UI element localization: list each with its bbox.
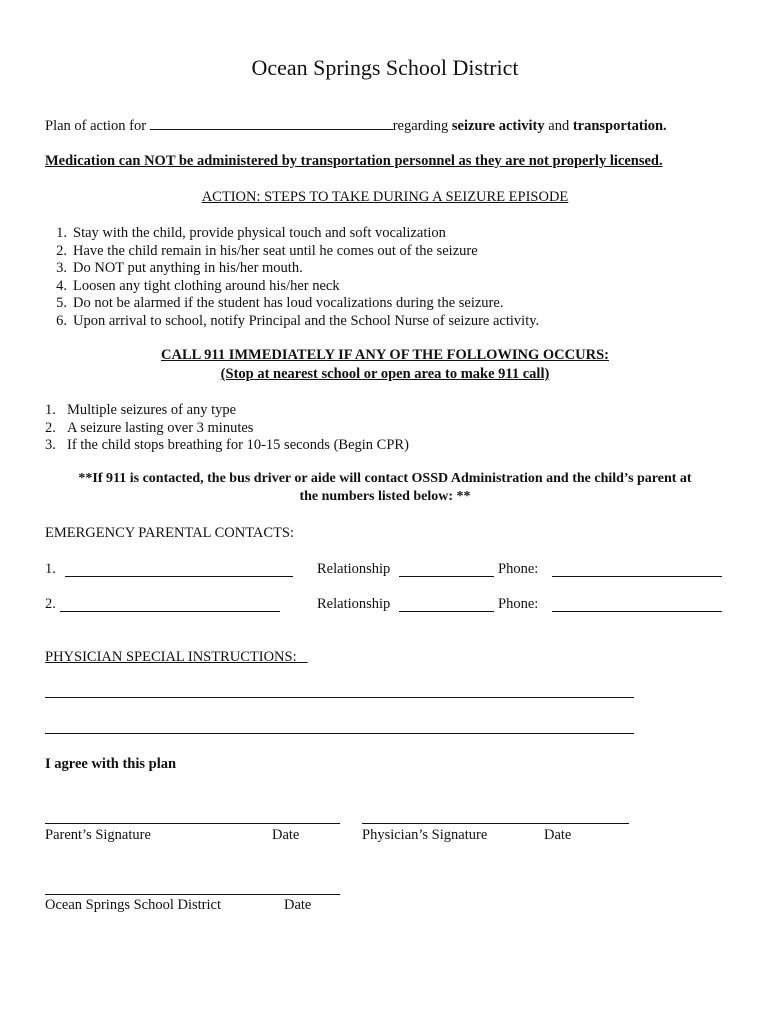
plan-line xyxy=(45,115,667,135)
plan-bold-seizure: seizure activity xyxy=(451,118,545,134)
contact-2-relationship-label: Relationship xyxy=(317,596,391,612)
medication-notice: Medication can NOT be administered by transportation personnel as they are not properly licensed. xyxy=(45,153,663,169)
call911-heading: CALL 911 IMMEDIATELY IF ANY OF THE FOLLOWING OCCURS: xyxy=(161,347,609,363)
contact-note-line2: the numbers listed below: ** xyxy=(299,489,471,504)
physician-instructions-line-2[interactable] xyxy=(45,733,634,734)
contact-1-phone-field[interactable] xyxy=(552,576,722,577)
contact-2-num: 2. xyxy=(45,596,56,612)
district-signature-label: Ocean Springs School District xyxy=(45,897,221,913)
parent-signature-label: Parent’s Signature xyxy=(45,827,151,843)
contact-1-relationship-label: Relationship xyxy=(317,561,391,577)
contact-note-line1: **If 911 is contacted, the bus driver or aide will contact OSSD Administration and the child’s parent at xyxy=(78,471,692,486)
list-item: 4. Loosen any tight clothing around his/her neck xyxy=(56,277,340,294)
physician-signature-line[interactable] xyxy=(362,823,629,824)
document-title: Ocean Springs School District xyxy=(251,55,519,80)
contact-2-phone-field[interactable] xyxy=(552,611,722,612)
physician-signature-label: Physician’s Signature xyxy=(362,827,488,843)
plan-prefix: Plan of action for xyxy=(45,118,147,134)
agree-statement: I agree with this plan xyxy=(45,756,177,772)
child-name-field[interactable] xyxy=(150,115,393,130)
conditions-list xyxy=(45,402,409,455)
action-heading: ACTION: STEPS TO TAKE DURING A SEIZURE EPISODE xyxy=(201,189,569,205)
list-item: 1. Multiple seizures of any type xyxy=(45,402,237,418)
parent-signature-line[interactable] xyxy=(45,823,340,824)
contact-2-relationship-field[interactable] xyxy=(399,611,494,612)
district-date-label: Date xyxy=(284,897,312,913)
list-item: 3. If the child stops breathing for 10-15 seconds (Begin CPR) xyxy=(45,437,409,453)
contact-1-name-field[interactable] xyxy=(65,576,293,577)
list-item: 2. Have the child remain in his/her seat until he comes out of the seizure xyxy=(56,242,478,259)
physician-instructions-line-1[interactable] xyxy=(45,697,634,698)
parent-date-label: Date xyxy=(272,827,300,843)
physician-date-label: Date xyxy=(544,827,572,843)
district-signature-line[interactable] xyxy=(45,894,340,895)
steps-list xyxy=(45,225,539,330)
plan-bold-transportation: transportation. xyxy=(572,118,667,134)
plan-and: and xyxy=(548,118,570,134)
emergency-heading: EMERGENCY PARENTAL CONTACTS: xyxy=(45,525,295,541)
list-item: 6. Upon arrival to school, notify Principal and the School Nurse of seizure activity. xyxy=(56,312,540,329)
list-item: 1. Stay with the child, provide physical touch and soft vocalization xyxy=(56,225,446,241)
contact-1-num: 1. xyxy=(45,561,56,577)
contact-2-name-field[interactable] xyxy=(60,611,280,612)
list-item: 3. Do NOT put anything in his/her mouth. xyxy=(56,260,303,276)
contact-1-phone-label: Phone: xyxy=(498,561,539,577)
contact-2-phone-label: Phone: xyxy=(498,596,539,612)
plan-suffix: regarding xyxy=(392,118,449,134)
call911-subheading: (Stop at nearest school or open area to make 911 call) xyxy=(220,366,550,382)
contact-1-relationship-field[interactable] xyxy=(399,576,494,577)
list-item: 5. Do not be alarmed if the student has loud vocalizations during the seizure. xyxy=(56,295,504,311)
list-item: 2. A seizure lasting over 3 minutes xyxy=(45,419,254,436)
physician-heading: PHYSICIAN SPECIAL INSTRUCTIONS: xyxy=(45,649,297,665)
